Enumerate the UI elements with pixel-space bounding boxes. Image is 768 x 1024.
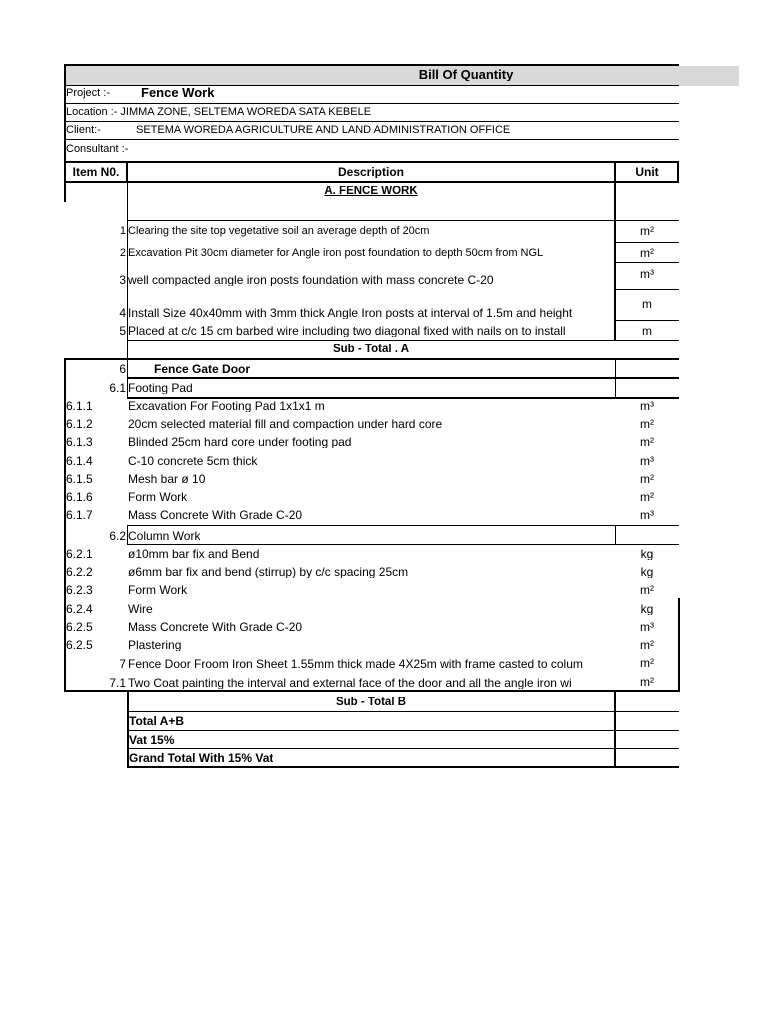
column-header-bottom-border [65, 181, 679, 183]
item-number: 2 [119, 248, 126, 259]
row-line [616, 262, 679, 263]
item-unit: m² [640, 657, 654, 669]
unit-column-divider [615, 358, 616, 399]
row-line [128, 730, 679, 731]
item-number: 7.1 [109, 677, 126, 689]
item-description: Footing Pad [128, 382, 193, 394]
row-line [128, 544, 679, 545]
item-number: 6.2.3 [66, 584, 93, 597]
item-description: Mass Concrete With Grade C-20 [128, 509, 303, 522]
vat-label: Vat 15% [129, 734, 175, 746]
item-number: 6.1.5 [66, 472, 93, 485]
item-description: Fence Gate Door [154, 363, 251, 375]
item-unit: kg [640, 602, 654, 615]
grand-total-label: Grand Total With 15% Vat [129, 752, 274, 764]
item-unit: m² [640, 584, 654, 597]
row-line [128, 711, 679, 712]
item-number: 6.2.2 [66, 566, 93, 579]
totals-bottom-border [128, 766, 679, 768]
item-description: Form Work [128, 584, 188, 597]
client-bottom-border [65, 139, 679, 140]
item-unit: m [642, 325, 652, 337]
item-column-header: Item N0. [72, 166, 120, 178]
client-value: SETEMA WOREDA AGRICULTURE AND LAND ADMINISTRATION OFFICE [136, 125, 511, 136]
item-number: 6.1.7 [66, 509, 93, 522]
item-number: 6.2.5 [66, 639, 93, 651]
item-number: 6.1.3 [66, 436, 93, 449]
subtotal-b-label: Sub - Total B [335, 697, 407, 708]
item-description: Excavation For Footing Pad 1x1x1 m [128, 400, 325, 412]
item-number: 6.1 [109, 382, 126, 394]
item-description: ø6mm bar fix and bend (stirrup) by c/c spacing 25cm [128, 566, 409, 579]
item-unit: m² [640, 436, 654, 449]
consultant-label: Consultant :- [66, 144, 129, 155]
item-number: 1 [119, 226, 126, 237]
item-description: Column Work [128, 530, 201, 542]
item-unit: m² [640, 418, 654, 431]
column-header-top-border [65, 161, 679, 163]
item-unit: m² [640, 472, 654, 485]
item-unit: m² [640, 247, 654, 259]
item-unit: m³ [640, 454, 654, 467]
unit-column-header: Unit [635, 166, 659, 178]
item-unit: m² [640, 491, 654, 503]
item-number: 7 [119, 658, 126, 670]
project-value: Fence Work [141, 86, 215, 99]
unit-column-divider [614, 690, 616, 768]
project-label: Project :- [66, 88, 111, 99]
item-unit: m³ [640, 268, 654, 280]
location-text: Location :- JIMMA ZONE, SELTEMA WOREDA SATA KEBELE [66, 107, 372, 118]
item-description: Wire [128, 602, 153, 615]
title-top-border [65, 64, 679, 66]
item-number: 6.1.1 [66, 400, 93, 412]
item-description: Two Coat painting the interval and external face of the door and all the angle iron wi [128, 677, 572, 689]
location-bottom-border [65, 121, 679, 122]
item-description: Mesh bar ø 10 [128, 472, 206, 485]
item-unit: kg [640, 566, 654, 579]
item-number: 4 [119, 307, 126, 319]
item-description: Placed at c/c 15 cm barbed wire including two diagonal fixed with nails on to install [128, 325, 566, 337]
item-description: ø10mm bar fix and Bend [128, 548, 260, 560]
row-line [128, 525, 679, 526]
section-b-bottom-border [65, 690, 679, 692]
section-a-heading: A. FENCE WORK [324, 186, 418, 197]
row-line [128, 220, 679, 221]
item-number: 5 [119, 325, 126, 337]
row-line [616, 289, 679, 290]
project-bottom-border [65, 103, 679, 104]
subtotal-a-label: Sub - Total . A [332, 344, 410, 355]
item-unit: m³ [640, 620, 654, 633]
item-unit: m² [640, 639, 654, 651]
item-unit: kg [640, 548, 654, 560]
row-line [616, 320, 679, 321]
item-number: 6.2.1 [66, 548, 93, 560]
item-unit: m³ [640, 509, 654, 522]
item-unit: m² [640, 676, 654, 688]
item-description: well compacted angle iron posts foundation with mass concrete C-20 [128, 274, 494, 286]
item-description: Form Work [128, 491, 188, 503]
item-description: Mass Concrete With Grade C-20 [128, 620, 303, 633]
item-unit: m [642, 298, 652, 310]
item-number: 6.1.6 [66, 491, 93, 503]
item-unit: m³ [640, 400, 654, 412]
item-description: C-10 concrete 5cm thick [128, 454, 258, 467]
item-number: 6.1.2 [66, 418, 93, 431]
item-number: 6.1.4 [66, 454, 93, 467]
subtotal-a-bottom-border [65, 358, 679, 360]
subtotal-a-top-border [128, 340, 679, 341]
item-number: 6.2.4 [66, 602, 93, 615]
item-description: Install Size 40x40mm with 3mm thick Angle Iron posts at interval of 1.5m and height [128, 307, 573, 319]
item-number: 6.2 [109, 530, 126, 542]
total-ab-label: Total A+B [129, 715, 185, 727]
item-unit: m² [640, 225, 654, 237]
row-line [616, 242, 679, 243]
item-description: Blinded 25cm hard core under footing pad [128, 436, 352, 449]
unit-column-divider [615, 525, 616, 545]
client-label: Client:- [66, 125, 101, 136]
item-number: 3 [119, 274, 126, 286]
item-description: Excavation Pit 30cm diameter for Angle iron post foundation to depth 50cm from NGL [128, 248, 544, 259]
item-description: Fence Door Froom Iron Sheet 1.55mm thick made 4X25m with frame casted to colum [128, 658, 583, 670]
row-line [128, 377, 679, 379]
item-description: Clearing the site top vegetative soil an average depth of 20cm [128, 226, 430, 237]
row-line [128, 397, 679, 399]
item-number: 6 [119, 363, 126, 375]
description-column-header: Description [337, 166, 404, 178]
page-title: Bill Of Quantity [418, 68, 514, 81]
item-number: 6.2.5 [66, 620, 93, 633]
right-border [678, 598, 680, 692]
item-description: Plastering [128, 639, 182, 651]
row-line [128, 748, 679, 749]
item-description: 20cm selected material fill and compaction under hard core [128, 418, 443, 431]
